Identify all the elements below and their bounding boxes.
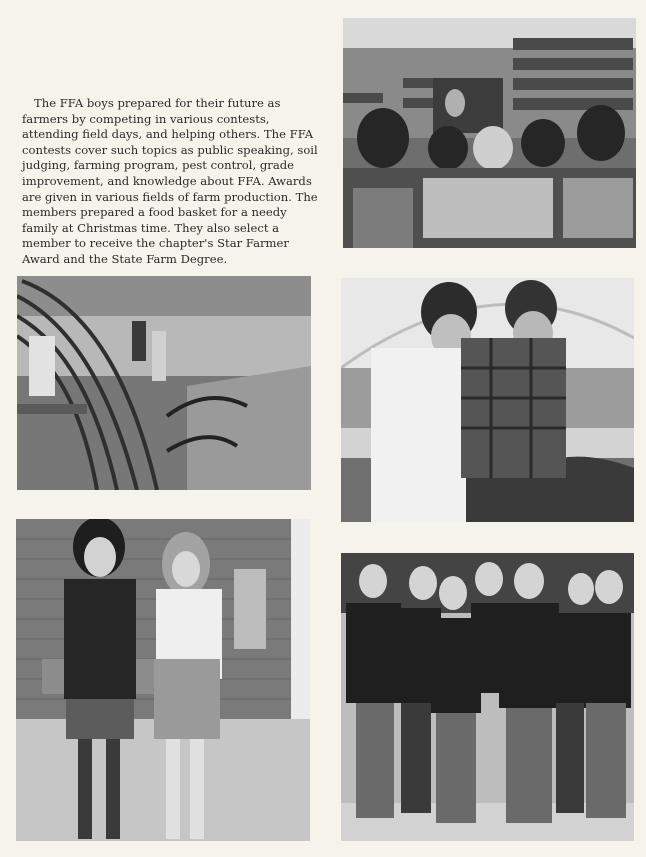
library-meeting-photo — [343, 18, 636, 248]
field-plowing-photo — [17, 276, 311, 490]
ffa-jacket-group-photo — [341, 553, 634, 841]
ffa-caption: The FFA boys prepared for their future as farmers by competing in various contests, attending field days, and helping others. The FFA contests cover such topics as public speaking, soil judging, farming program, pest control, grade improvement, and knowledge about FFA. Awards are given in various fields of farm production. The members prepared a food basket for a needy family at Christmas time. They also select a member to receive the chapter's Star Farmer Award and the State Farm Degree. — [22, 96, 318, 266]
two-girls-brick-wall-photo — [16, 519, 310, 841]
greenhouse-students-photo — [341, 278, 634, 522]
